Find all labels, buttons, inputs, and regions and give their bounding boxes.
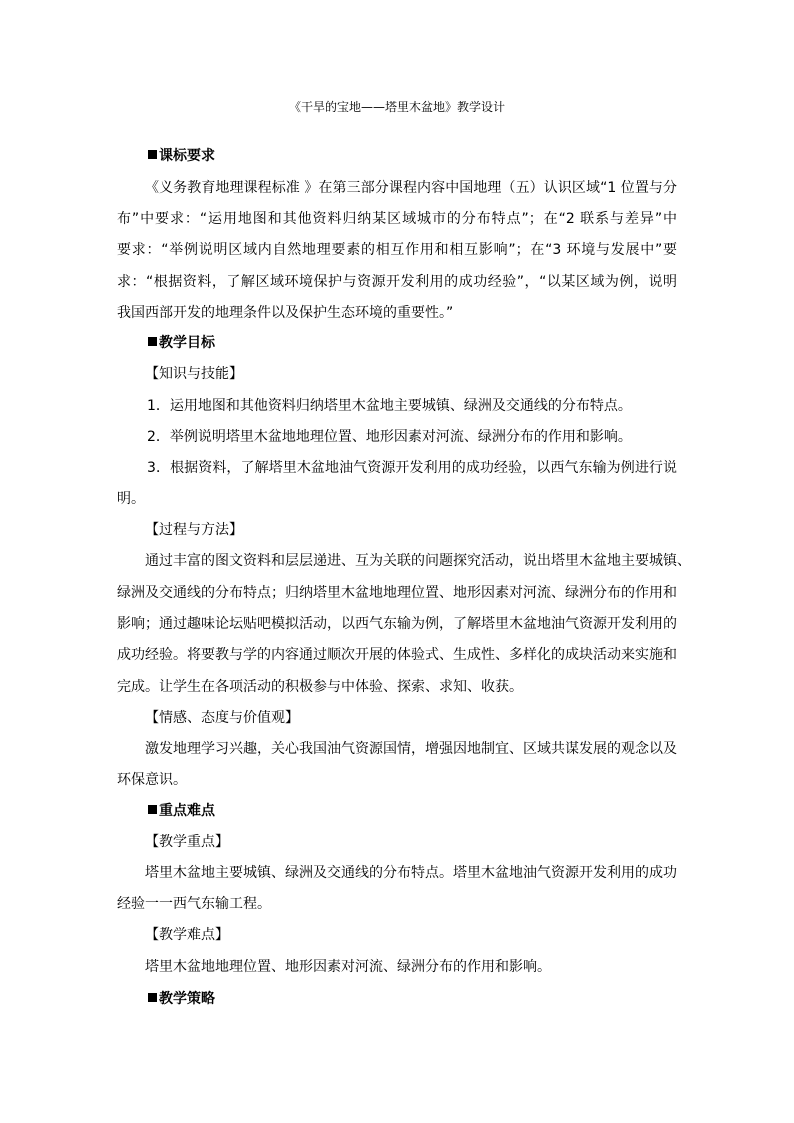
paragraph-line: 环保意识。 — [117, 772, 187, 788]
paragraph-line: 成功经验。将要教与学的内容通过顺次开展的体验式、生成性、多样化的成块活动来实施和 — [117, 647, 677, 663]
document-title: 《干旱的宝地——塔里木盆地》教学设计 — [288, 100, 505, 114]
paragraph-line: 通过丰富的图文资料和层层递进、互为关联的问题探究活动，说出塔里木盆地主要城镇、 — [145, 553, 691, 569]
list-item: 1．运用地图和其他资料归纳塔里木盆地主要城镇、绿洲及交通线的分布特点。 — [147, 398, 632, 414]
paragraph-line: 经验一一西气东输工程。 — [117, 896, 271, 912]
subheading-attitude: 【情感、态度与价值观】 — [145, 710, 299, 726]
subheading-process: 【过程与方法】 — [145, 522, 243, 538]
square-bullet-icon — [148, 805, 157, 814]
section-heading-curriculum — [148, 147, 215, 165]
square-bullet-icon — [148, 337, 157, 346]
section-heading-text: 教学目标 — [159, 335, 215, 351]
paragraph-line: 《义务教育地理课程标准 》在第三部分课程内容中国地理（五）认识区域“1 位置与分 — [145, 180, 677, 196]
paragraph-line: 布”中要求：“运用地图和其他资料归纳某区域城市的分布特点”；在“2 联系与差异”中 — [117, 211, 677, 227]
paragraph-line: 激发地理学习兴趣，关心我国油气资源国情，增强因地制宜、区域共谋发展的观念以及 — [145, 741, 677, 757]
section-heading-keypoints — [148, 802, 215, 820]
list-item: 3．根据资料，了解塔里木盆地油气资源开发利用的成功经验，以西气东输为例进行说 — [147, 460, 677, 476]
section-heading-goals — [148, 334, 215, 352]
list-item: 2．举例说明塔里木盆地地理位置、地形因素对河流、绿洲分布的作用和影响。 — [147, 429, 632, 445]
paragraph-line: 要求：“举例说明区域内自然地理要素的相互作用和相互影响”；在“3 环境与发展中”要 — [117, 242, 677, 258]
section-heading-text: 教学策略 — [159, 991, 215, 1007]
square-bullet-icon — [148, 993, 157, 1002]
paragraph-line: 塔里木盆地地理位置、地形因素对河流、绿洲分布的作用和影响。 — [145, 959, 551, 975]
subheading-knowledge: 【知识与技能】 — [145, 366, 243, 382]
paragraph-line: 求：“根据资料，了解区域环境保护与资源开发利用的成功经验”，“以某区域为例，说明 — [117, 274, 677, 290]
section-heading-text: 重点难点 — [159, 803, 215, 819]
paragraph-line: 影响；通过趣味论坛贴吧模拟活动，以西气东输为例，了解塔里木盆地油气资源开发利用的 — [117, 616, 677, 632]
paragraph-line: 塔里木盆地主要城镇、绿洲及交通线的分布特点。塔里木盆地油气资源开发利用的成功 — [145, 865, 677, 881]
paragraph-line: 完成。让学生在各项活动的积极参与中体验、探索、求知、收获。 — [117, 679, 523, 695]
paragraph-line: 绿洲及交通线的分布特点；归纳塔里木盆地地理位置、地形因素对河流、绿洲分布的作用和 — [117, 585, 677, 601]
subheading-focus: 【教学重点】 — [145, 834, 229, 850]
section-heading-strategy — [148, 990, 215, 1008]
subheading-difficulty: 【教学难点】 — [145, 927, 229, 943]
section-heading-text: 课标要求 — [159, 148, 215, 164]
paragraph-line: 我国西部开发的地理条件以及保护生态环境的重要性。” — [117, 305, 454, 321]
list-item-continuation: 明。 — [117, 491, 145, 507]
square-bullet-icon — [148, 150, 157, 159]
